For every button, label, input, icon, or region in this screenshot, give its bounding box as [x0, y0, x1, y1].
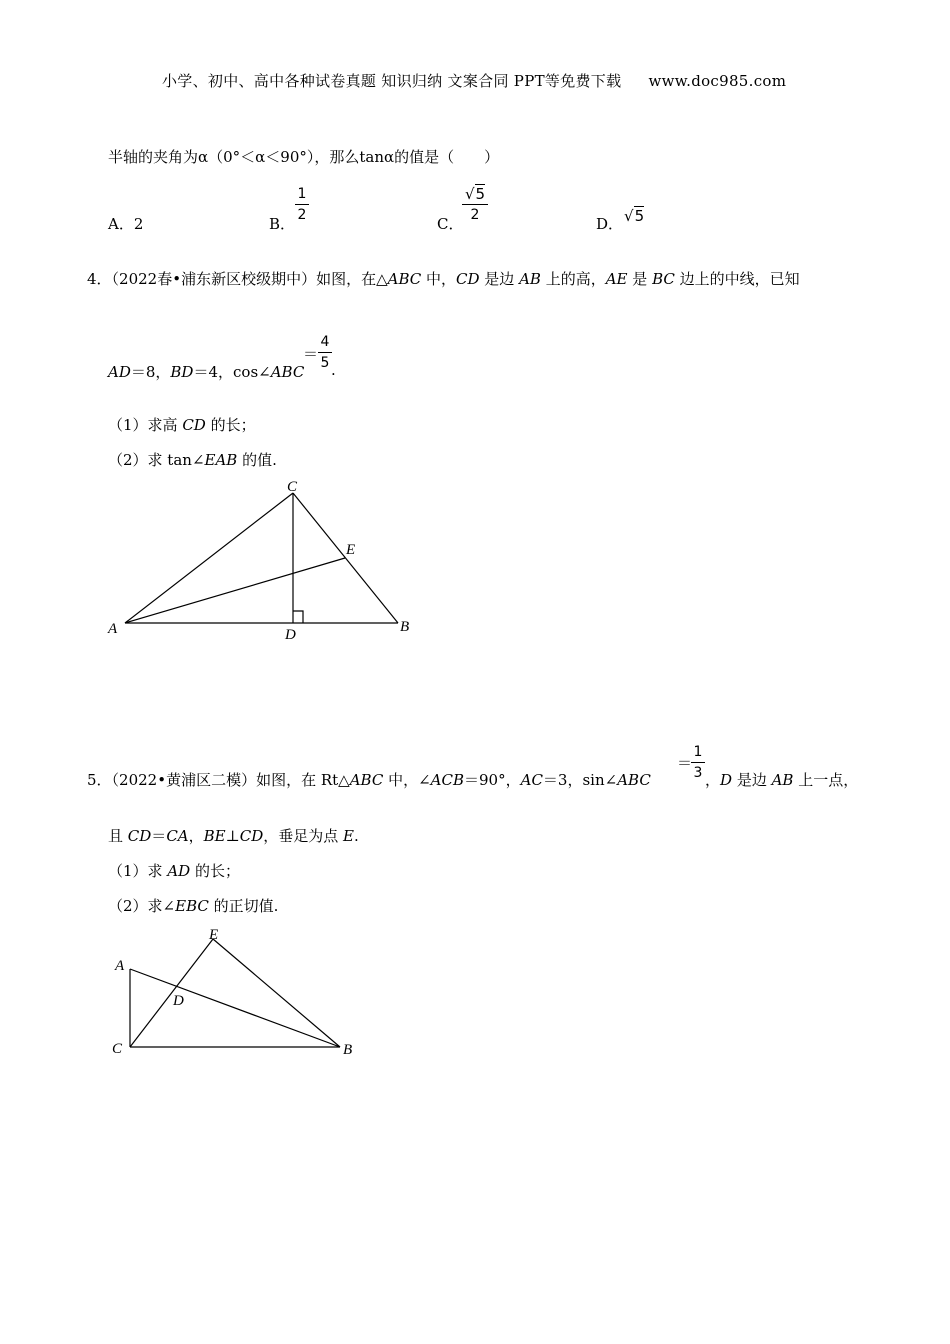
- label-D: D: [285, 627, 296, 643]
- q3-option-b-fraction: [295, 186, 309, 223]
- header-text: 小学、初中、高中各种试卷真题 知识归纳 文案合同 PPT等免费下载: [162, 72, 622, 90]
- right-angle-mark: [293, 611, 303, 623]
- q5-triangle-figure: [100, 922, 370, 1062]
- q5-sub1: （1）求 AD 的长；: [108, 862, 240, 880]
- segment-AB: [130, 969, 340, 1047]
- q3-option-b-label: B．: [269, 215, 296, 233]
- q4-line1: 4．（2022春•浦东新区校级期中）如图，在△ABC 中，CD 是边 AB 上的高，AE 是 BC 边上的中线，已知: [87, 270, 800, 288]
- fraction-denominator: 2: [297, 207, 307, 223]
- q4-sub2: （2）求 tan∠EAB 的值.: [108, 451, 277, 469]
- radicand: 5: [475, 185, 486, 203]
- q4-triangle-figure: [100, 476, 430, 646]
- header-site: www.doc985.com: [648, 72, 787, 90]
- label-A: A: [108, 621, 118, 637]
- segment-CE: [130, 939, 213, 1047]
- fraction-denominator: 3: [693, 765, 703, 781]
- label-D: D: [173, 993, 184, 1009]
- radicand: 5: [634, 207, 645, 225]
- q3-option-d-sqrt: √5: [624, 207, 645, 225]
- q5-sin-fraction: [691, 744, 705, 781]
- fraction-denominator: 5: [320, 355, 330, 371]
- label-A: A: [115, 958, 125, 974]
- q5-sub2: （2）求∠EBC 的正切值.: [108, 897, 279, 915]
- q3-option-c-fraction: [462, 186, 488, 223]
- fraction-numerator: 4: [320, 334, 330, 350]
- sqrt-numerator: √5: [464, 185, 486, 203]
- q5-line1-tail: ，D 是边 AB 上一点，: [705, 771, 859, 789]
- q5-line1: 5．（2022•黄浦区二模）如图，在 Rt△ABC 中，∠ACB＝90°，AC＝3，sin∠ABC: [87, 771, 651, 789]
- q5-line2: 且 CD＝CA，BE⊥CD，垂足为点 E.: [108, 827, 359, 845]
- label-E: E: [346, 542, 356, 558]
- q5-number: 5．: [87, 771, 112, 789]
- segment-CB: [293, 493, 398, 623]
- label-C: C: [112, 1041, 123, 1057]
- segment-EB: [213, 939, 340, 1047]
- segment-AE: [125, 558, 345, 623]
- fraction-denominator: 2: [470, 207, 480, 223]
- q4-cos-fraction: [318, 334, 332, 371]
- q4-number: 4．: [87, 270, 112, 288]
- label-B: B: [343, 1042, 353, 1058]
- label-E: E: [209, 927, 219, 943]
- page-header: [162, 70, 786, 91]
- q3-option-a: A．2: [108, 215, 144, 233]
- fraction-numerator: 1: [297, 186, 307, 202]
- q4-sub1: （1）求高 CD 的长；: [108, 416, 256, 434]
- q4-line2: AD＝8，BD＝4，cos∠ABC: [108, 363, 305, 381]
- label-B: B: [400, 619, 410, 635]
- segment-AC: [125, 493, 293, 623]
- q3-stem: 半轴的夹角为α（0°＜α＜90°），那么tanα的值是（ ）: [108, 148, 500, 166]
- q3-option-c-label: C．: [437, 215, 464, 233]
- fraction-numerator: 1: [693, 744, 703, 760]
- q4-equals: ＝: [303, 345, 319, 363]
- label-C: C: [287, 479, 298, 495]
- q3-option-d-label: D．: [596, 215, 624, 233]
- q5-equals: ＝: [677, 754, 693, 772]
